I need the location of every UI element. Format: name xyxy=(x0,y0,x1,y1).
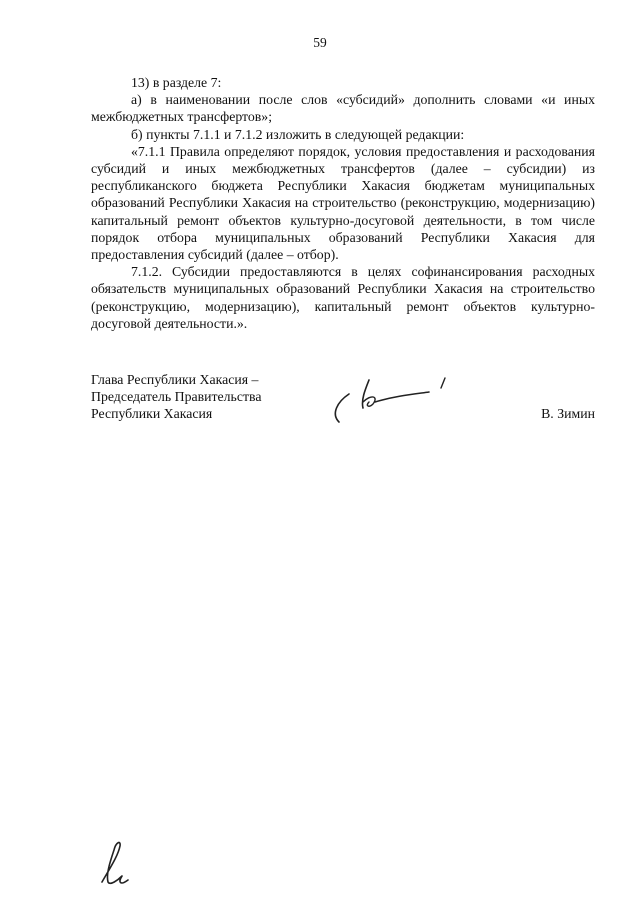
signer-name: В. Зимин xyxy=(541,406,595,421)
document-body xyxy=(91,74,595,332)
page-number: 59 xyxy=(313,35,327,50)
signer-position-line: Глава Республики Хакасия – xyxy=(91,372,259,387)
paragraph-item-b: б) пункты 7.1.1 и 7.1.2 изложить в следующей редакции: xyxy=(131,126,465,142)
paragraph-clause-7-1-1: «7.1.1 Правила определяют порядок, условия предоставления и расходования субсидий и иных межбюджетных трансфертов (далее – субсидии) из республиканского бюджета Республики Хакасия бюджетам муниципальных образований Республики Хакасия на строительство (реконструкцию, модернизацию) капитальный ремонт объектов культурно-досуговой деятельности, в том числе порядок отбора муниципальных образований Республики Хакасия для предоставления субсидий (далее – отбор). xyxy=(91,143,595,263)
handwritten-signature-icon xyxy=(325,372,465,432)
signer-position-line: Председатель Правительства xyxy=(91,389,262,405)
paragraph-clause-7-1-2: 7.1.2. Субсидии предоставляются в целях софинансирования расходных обязательств муниципальных образований Республики Хакасия на строительство (реконструкцию, модернизацию), капитальный ремонт объектов культурно-досуговой деятельности.». xyxy=(91,264,595,331)
signer-position-line: Республики Хакасия xyxy=(91,406,213,422)
paragraph-item-a: а) в наименовании после слов «субсидий» дополнить словами «и иных межбюджетных трансфертов»; xyxy=(91,92,595,125)
signer-position xyxy=(91,371,261,423)
paragraph-section-7: 13) в разделе 7: xyxy=(131,75,222,90)
handwritten-initial-icon xyxy=(96,838,138,888)
